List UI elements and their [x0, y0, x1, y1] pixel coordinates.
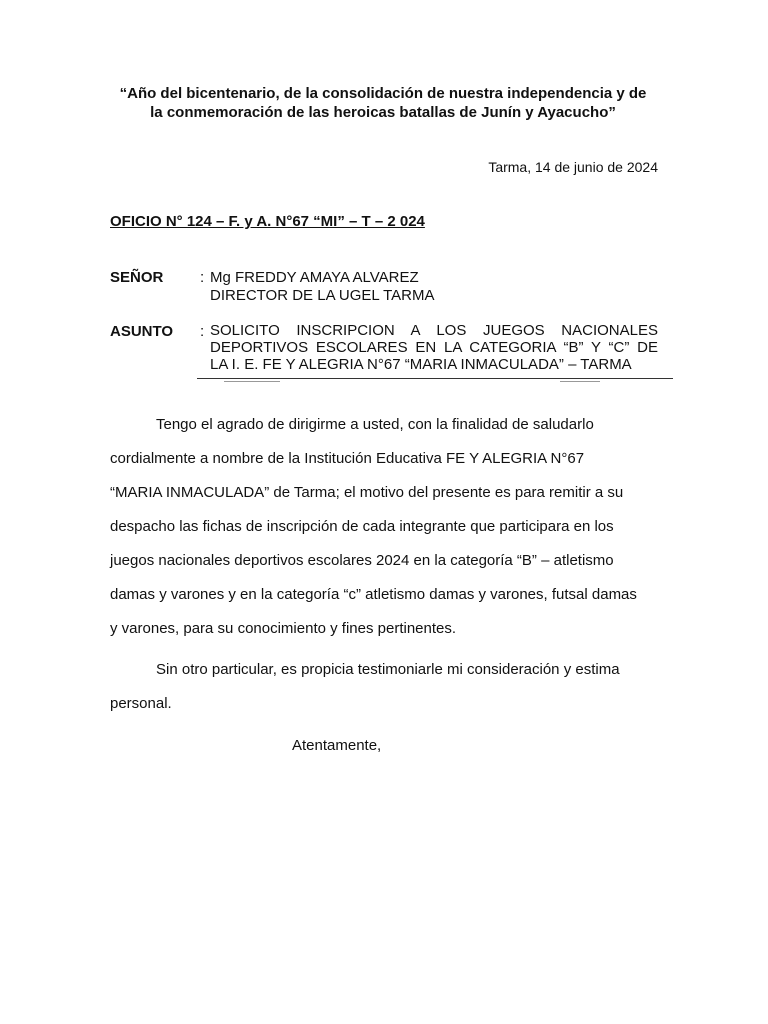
- asunto-text: [210, 322, 658, 373]
- underline-shadow: [560, 381, 600, 382]
- recipient-name: Mg FREDDY AMAYA ALVAREZ: [210, 269, 419, 286]
- body-line: juegos nacionales deportivos escolares 2024 en la categoría “B” – atletismo: [110, 552, 614, 569]
- body-line: y varones, para su conocimiento y fines pertinentes.: [110, 620, 457, 637]
- asunto-underline: [197, 378, 673, 379]
- body-paragraph-2: [110, 653, 658, 721]
- asunto-label: ASUNTO: [110, 323, 174, 340]
- senor-label: SEÑOR: [110, 269, 164, 286]
- senor-colon: :: [200, 269, 205, 286]
- recipient-title: DIRECTOR DE LA UGEL TARMA: [210, 287, 435, 304]
- oficio-number: OFICIO N° 124 – F. y A. N°67 “MI” – T – 2 024: [110, 213, 425, 230]
- year-title: [100, 84, 666, 122]
- body-line: Sin otro particular, es propicia testimoniarle mi consideración y estima: [156, 661, 620, 678]
- asunto-line: DEPORTIVOS ESCOLARES EN LA CATEGORIA “B” Y “C” DE: [210, 339, 658, 356]
- body-line: Tengo el agrado de dirigirme a usted, con la finalidad de saludarlo: [156, 416, 594, 433]
- body-paragraph-1: [110, 408, 658, 646]
- asunto-line: LA I. E. FE Y ALEGRIA N°67 “MARIA INMACULADA” – TARMA: [210, 356, 632, 373]
- body-line: “MARIA INMACULADA” de Tarma; el motivo del presente es para remitir a su: [110, 484, 624, 501]
- year-title-line: “Año del bicentenario, de la consolidación de nuestra independencia y de: [119, 85, 647, 102]
- body-line: cordialmente a nombre de la Institución Educativa FE Y ALEGRIA N°67: [110, 450, 585, 467]
- year-title-line: la conmemoración de las heroicas batallas de Junín y Ayacucho”: [150, 104, 616, 121]
- asunto-colon: :: [200, 323, 205, 340]
- body-line: personal.: [110, 695, 172, 712]
- closing-salutation: Atentamente,: [292, 737, 382, 754]
- body-line: despacho las fichas de inscripción de cada integrante que participara en los: [110, 518, 614, 535]
- asunto-line: SOLICITO INSCRIPCION A LOS JUEGOS NACIONALES: [210, 322, 658, 339]
- body-line: damas y varones y en la categoría “c” atletismo damas y varones, futsal damas: [110, 586, 637, 603]
- document-date: Tarma, 14 de junio de 2024: [488, 159, 658, 175]
- underline-shadow: [224, 381, 280, 382]
